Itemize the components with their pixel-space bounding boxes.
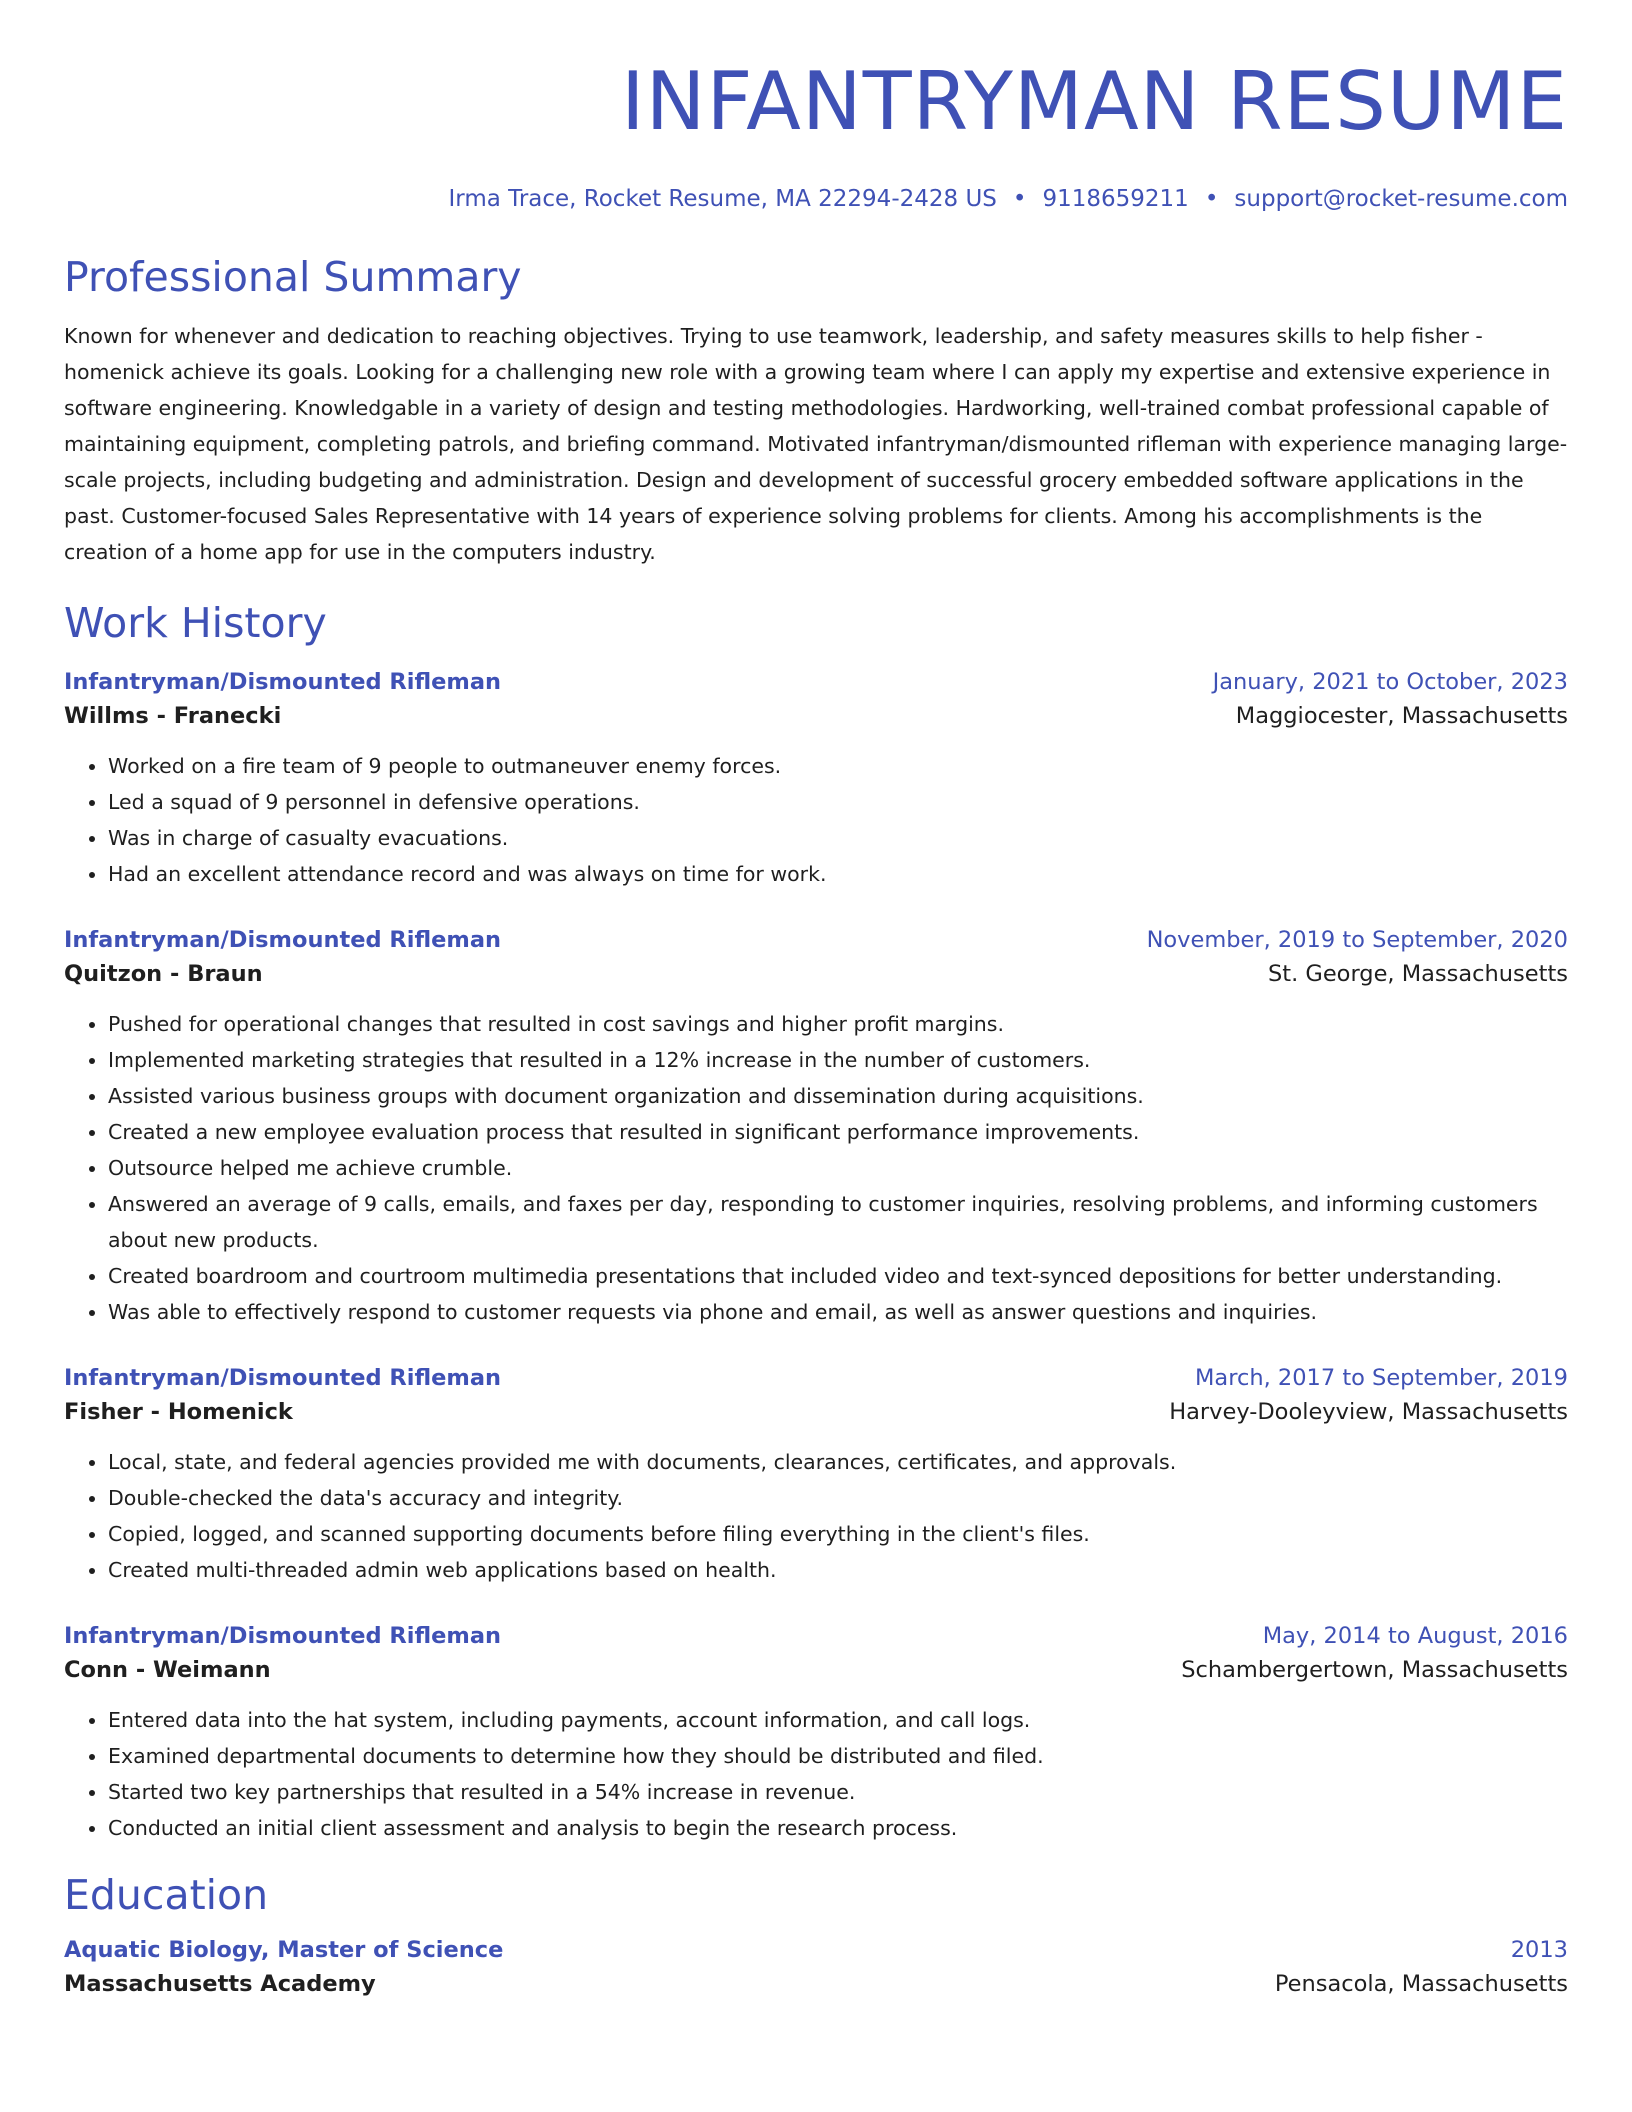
work-history-heading: Work History — [64, 599, 327, 647]
job-bullet: • Assisted various business groups with document organization and dissemination during acquisitions. — [108, 1078, 1568, 1114]
contact-line — [64, 184, 1568, 214]
job-company: Conn - Weimann — [64, 1657, 271, 1683]
resume-header — [64, 0, 1568, 214]
job-entry — [64, 1620, 1568, 1846]
job-role: Infantryman/Dismounted Rifleman — [64, 927, 502, 953]
contact-separator: • — [1204, 186, 1219, 212]
job-bullet: • Copied, logged, and scanned supporting documents before filing everything in the client's files. — [108, 1516, 1568, 1552]
job-bullets — [64, 1702, 1568, 1846]
job-bullets — [64, 1006, 1568, 1330]
job-dates: May, 2014 to August, 2016 — [1262, 1623, 1568, 1649]
summary-heading: Professional Summary — [64, 253, 522, 301]
job-bullet: • Entered data into the hat system, including payments, account information, and call logs. — [108, 1702, 1568, 1738]
job-bullet: • Outsource helped me achieve crumble. — [108, 1150, 1568, 1186]
job-bullet: • Answered an average of 9 calls, emails, and faxes per day, responding to customer inquiries, resolving problems, and informing customers about new products. — [108, 1186, 1568, 1258]
job-bullet: • Was able to effectively respond to customer requests via phone and email, as well as answer questions and inquiries. — [108, 1294, 1568, 1330]
job-location: Maggiocester, Massachusetts — [1235, 703, 1568, 729]
education-school: Massachusetts Academy — [64, 1971, 376, 1997]
job-bullet: • Pushed for operational changes that resulted in cost savings and higher profit margins. — [108, 1006, 1568, 1042]
education-entry — [64, 1934, 1568, 2002]
job-dates: November, 2019 to September, 2020 — [1146, 927, 1568, 953]
job-dates: March, 2017 to September, 2019 — [1195, 1365, 1568, 1391]
job-bullet: • Double-checked the data's accuracy and integrity. — [108, 1480, 1568, 1516]
job-entry — [64, 666, 1568, 892]
job-bullet: • Created multi-threaded admin web applications based on health. — [108, 1552, 1568, 1588]
job-bullet: • Led a squad of 9 personnel in defensive operations. — [108, 784, 1568, 820]
job-entry — [64, 1362, 1568, 1588]
job-bullet: • Started two key partnerships that resulted in a 54% increase in revenue. — [108, 1774, 1568, 1810]
education-heading: Education — [64, 1871, 269, 1919]
resume-title: INFANTRYMAN RESUME — [621, 55, 1568, 148]
job-bullet: • Was in charge of casualty evacuations. — [108, 820, 1568, 856]
job-company: Willms - Franecki — [64, 703, 282, 729]
job-role: Infantryman/Dismounted Rifleman — [64, 669, 502, 695]
job-location: Harvey-Dooleyview, Massachusetts — [1169, 1399, 1568, 1425]
education-location: Pensacola, Massachusetts — [1274, 1971, 1568, 1997]
contact-phone[interactable]: 9118659211 — [1042, 186, 1189, 212]
job-bullet: • Implemented marketing strategies that resulted in a 12% increase in the number of customers. — [108, 1042, 1568, 1078]
job-bullets — [64, 1444, 1568, 1588]
job-bullet: • Had an excellent attendance record and was always on time for work. — [108, 856, 1568, 892]
summary-text: Known for whenever and dedication to reaching objectives. Trying to use teamwork, leadership, and safety measures skills to help fisher - homenick achieve its goals. Looking for a challenging new role with a growing team where I can apply my expertise and extensive experience in software engineering. Knowledgable in a variety of design and testing methodologies. Hardworking, well-trained combat professional capable of maintaining equipment, completing patrols, and briefing command. Motivated infantryman/dismounted rifleman with experience managing large-scale projects, including budgeting and administration. Design and development of successful grocery embedded software applications in the past. Customer-focused Sales Representative with 14 years of experience solving problems for clients. Among his accomplishments is the creation of a home app for use in the computers industry. — [64, 324, 1568, 564]
job-bullet: • Local, state, and federal agencies provided me with documents, clearances, certificates, and approvals. — [108, 1444, 1568, 1480]
job-company: Fisher - Homenick — [64, 1399, 293, 1425]
job-role: Infantryman/Dismounted Rifleman — [64, 1365, 502, 1391]
job-entry — [64, 924, 1568, 1330]
contact-address: Irma Trace, Rocket Resume, MA 22294-2428 US — [448, 186, 997, 212]
job-bullet: • Conducted an initial client assessment and analysis to begin the research process. — [108, 1810, 1568, 1846]
job-bullets — [64, 748, 1568, 892]
job-bullet: • Created boardroom and courtroom multimedia presentations that included video and text-synced depositions for better understanding. — [108, 1258, 1568, 1294]
contact-separator: • — [1012, 186, 1027, 212]
job-location: Schambergertown, Massachusetts — [1181, 1657, 1568, 1683]
education-degree: Aquatic Biology, Master of Science — [64, 1937, 504, 1963]
job-bullet: • Examined departmental documents to determine how they should be distributed and filed. — [108, 1738, 1568, 1774]
job-bullet: • Worked on a fire team of 9 people to outmaneuver enemy forces. — [108, 748, 1568, 784]
contact-email[interactable]: support@rocket-resume.com — [1234, 186, 1568, 212]
education-year: 2013 — [1510, 1937, 1568, 1963]
job-location: St. George, Massachusetts — [1268, 961, 1568, 987]
job-company: Quitzon - Braun — [64, 961, 263, 987]
job-dates: January, 2021 to October, 2023 — [1212, 669, 1568, 695]
job-role: Infantryman/Dismounted Rifleman — [64, 1623, 502, 1649]
job-bullet: • Created a new employee evaluation process that resulted in significant performance improvements. — [108, 1114, 1568, 1150]
